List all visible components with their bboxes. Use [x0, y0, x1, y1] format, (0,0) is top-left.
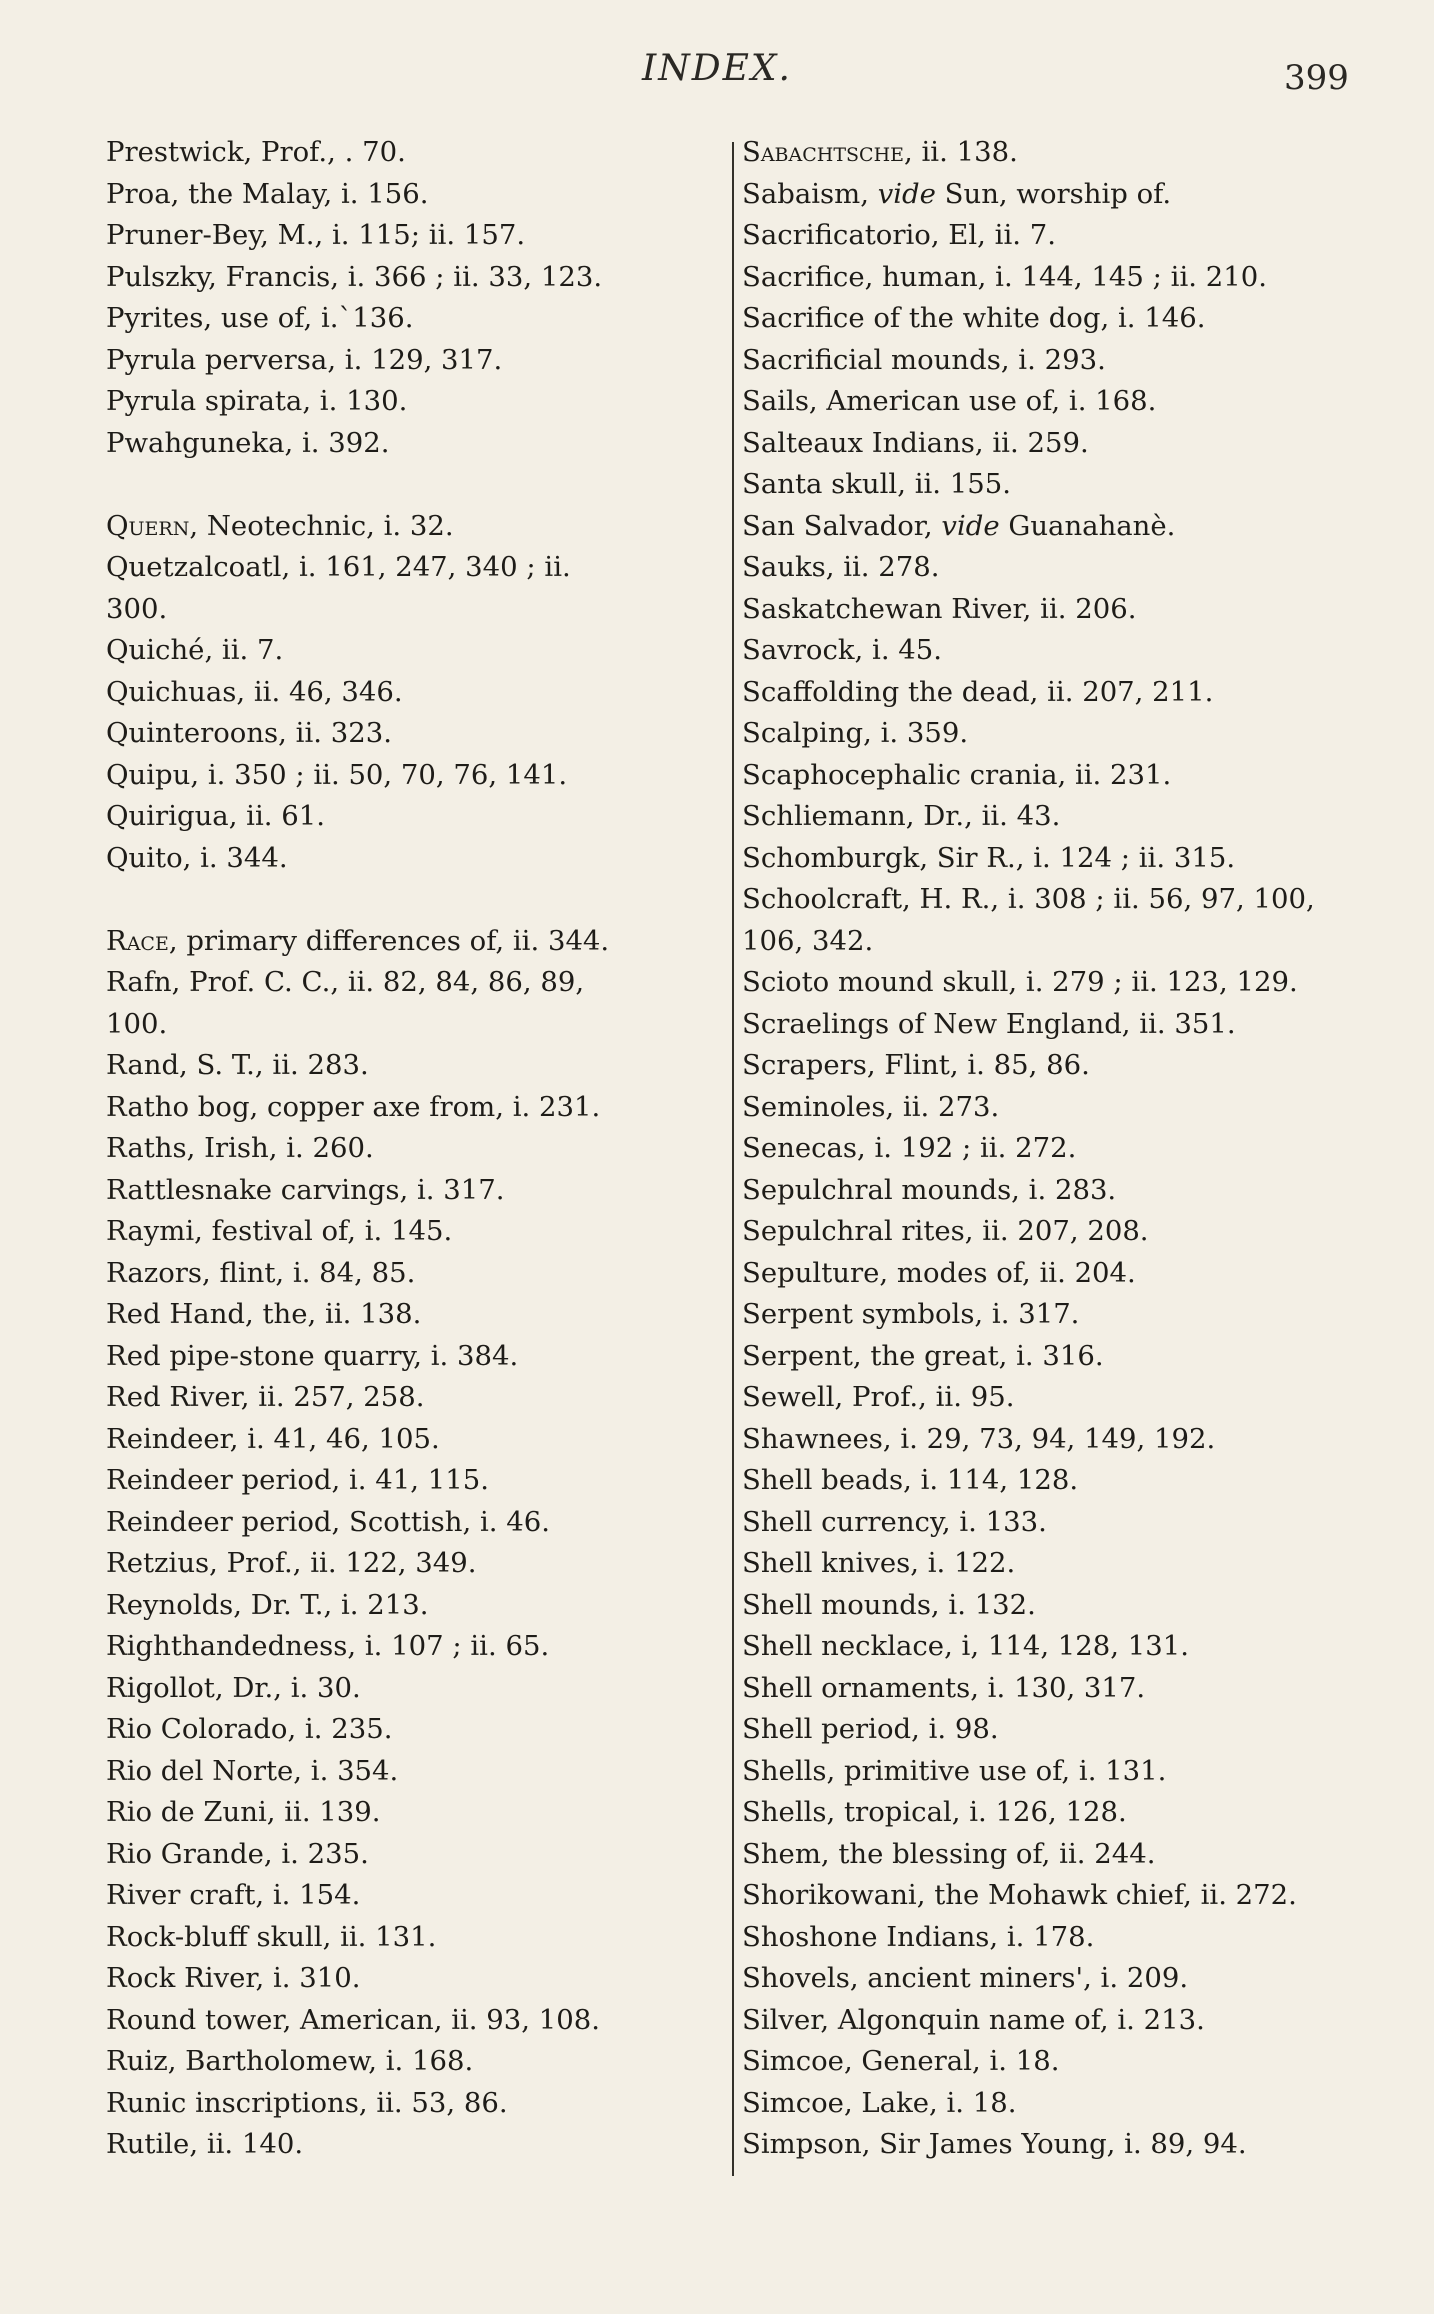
index-entry [106, 1336, 722, 1378]
index-entry [742, 1543, 1362, 1585]
entry-text: Red Hand, the, ii. 138. [106, 1298, 422, 1330]
entry-text: Scaphocephalic crania, ii. 231. [742, 758, 1172, 791]
entry-text: Quirigua, ii. 61. [106, 800, 325, 832]
index-entry [742, 1294, 1362, 1336]
entry-text: Simcoe, Lake, i. 18. [742, 2086, 1017, 2119]
index-entry [106, 547, 722, 630]
entry-text: Schomburgk, Sir R., i. 124 ; ii. 315. [742, 841, 1236, 874]
entry-text: Pyrula spirata, i. 130. [106, 385, 408, 417]
index-entry [742, 2041, 1362, 2083]
section-gap [106, 879, 722, 921]
index-column-right [742, 132, 1362, 2166]
index-entry [106, 630, 722, 672]
index-entry [106, 1958, 722, 2000]
entry-text: Reindeer period, Scottish, i. 46. [106, 1505, 551, 1538]
entry-text: Salteaux Indians, ii. 259. [742, 426, 1089, 459]
index-entry [742, 2000, 1362, 2042]
entry-text: Shell ornaments, i. 130, 317. [742, 1671, 1146, 1704]
index-entry [742, 630, 1362, 672]
index-entry [106, 796, 722, 838]
entry-text: Sails, American use of, i. 168. [742, 385, 1157, 417]
entry-text: Reindeer period, i. 41, 115. [106, 1464, 489, 1496]
index-entry [106, 1834, 722, 1876]
index-entry [106, 1792, 722, 1834]
entry-text: Quito, i. 344. [106, 841, 288, 874]
index-entry [106, 1128, 722, 1170]
entry-text: Sacrificatorio, El, ii. 7. [742, 219, 1056, 251]
entry-text: Scraelings of New England, ii. 351. [742, 1007, 1236, 1040]
index-entry [742, 1460, 1362, 1502]
entry-text: ii. 138. [912, 136, 1018, 168]
index-entry [742, 1751, 1362, 1793]
entry-text: Shell knives, i. 122. [742, 1547, 1016, 1579]
index-entry [742, 1004, 1362, 1046]
entry-text: Shells, primitive use of, i. 131. [742, 1754, 1167, 1787]
entry-text: Sabaism, [742, 177, 878, 210]
entry-text: Sacrificial mounds, i. 293. [742, 343, 1106, 376]
index-entry [742, 962, 1362, 1004]
entry-tail: Sun, worship of. [935, 177, 1172, 210]
entry-text: Ratho bog, copper axe from, i. 231. [106, 1090, 601, 1123]
entry-text: Red River, ii. 257, 258. [106, 1381, 425, 1413]
entry-headword: Quern, [106, 509, 199, 542]
index-entry [742, 1875, 1362, 1917]
index-entry [106, 838, 722, 880]
entry-text: Raths, Irish, i. 260. [106, 1132, 374, 1164]
entry-text: Pruner-Bey, M., i. 115; ii. 157. [106, 219, 526, 251]
entry-text: Rutile, ii. 140. [106, 2128, 304, 2160]
entry-text: Raymi, festival of, i. 145. [106, 1215, 453, 1247]
index-entry [742, 1377, 1362, 1419]
entry-text: Sepulchral rites, ii. 207, 208. [742, 1215, 1149, 1247]
index-entry [106, 298, 722, 340]
index-entry [742, 1585, 1362, 1627]
entry-text: Rio del Norte, i. 354. [106, 1754, 399, 1787]
index-entry [106, 1045, 722, 1087]
entry-text: Rio Grande, i. 235. [106, 1837, 369, 1870]
index-entry [742, 879, 1362, 962]
entry-text: Shell mounds, i. 132. [742, 1588, 1036, 1621]
entry-text: Pyrites, use of, i.`136. [106, 302, 414, 334]
entry-text: Sacrifice, human, i. 144, 145 ; ii. 210. [742, 260, 1267, 293]
index-entry [742, 1170, 1362, 1212]
entry-text: Savrock, i. 45. [742, 634, 943, 666]
index-entry [106, 1294, 722, 1336]
entry-text: Shells, tropical, i. 126, 128. [742, 1796, 1127, 1828]
index-entry [742, 1709, 1362, 1751]
entry-text: Sewell, Prof., ii. 95. [742, 1381, 1015, 1413]
index-entry [742, 1834, 1362, 1876]
index-entry [106, 215, 722, 257]
entry-text: Shem, the blessing of, ii. 244. [742, 1837, 1156, 1870]
index-entry [106, 1460, 722, 1502]
index-entry [106, 672, 722, 714]
entry-text: Retzius, Prof., ii. 122, 349. [106, 1547, 477, 1579]
index-entry [106, 713, 722, 755]
index-entry [742, 755, 1362, 797]
index-column-left [106, 132, 722, 2166]
index-entry [106, 1585, 722, 1627]
index-entry [742, 1502, 1362, 1544]
index-entry [106, 132, 722, 174]
index-entry [742, 464, 1362, 506]
entry-italic: vide [941, 509, 1000, 542]
entry-text: Serpent, the great, i. 316. [742, 1339, 1104, 1372]
index-entry [106, 257, 722, 299]
entry-text: Schliemann, Dr., ii. 43. [742, 800, 1061, 832]
index-entry [106, 962, 722, 1045]
entry-text: Rock-bluff skull, ii. 131. [106, 1920, 437, 1953]
index-entry [742, 547, 1362, 589]
entry-text: Scalping, i. 359. [742, 717, 969, 749]
entry-headword: Sabachtsche, [742, 136, 913, 168]
index-entry [742, 796, 1362, 838]
entry-text: Shell beads, i. 114, 128. [742, 1464, 1079, 1496]
entry-tail: Guanahanè. [999, 509, 1176, 542]
index-entry [106, 2124, 722, 2166]
entry-headword: Race, [106, 924, 178, 957]
index-entry [742, 2124, 1362, 2166]
entry-text: Simpson, Sir James Young, i. 89, 94. [742, 2128, 1247, 2160]
index-entry [106, 506, 722, 548]
index-entry [742, 1958, 1362, 2000]
index-entry [742, 1917, 1362, 1959]
index-entry [106, 174, 722, 216]
entry-text: Rio de Zuni, ii. 139. [106, 1796, 381, 1828]
index-entry [742, 672, 1362, 714]
entry-text: Reynolds, Dr. T., i. 213. [106, 1588, 429, 1621]
index-entry [106, 1917, 722, 1959]
entry-text: Rock River, i. 310. [106, 1962, 361, 1994]
index-entry [742, 1045, 1362, 1087]
entry-text: Scioto mound skull, i. 279 ; ii. 123, 129. [742, 966, 1298, 998]
index-entry [106, 1502, 722, 1544]
entry-text: Quetzalcoatl, i. 161, 247, 340 ; ii. [106, 551, 571, 583]
entry-continuation: 106, 342. [742, 924, 874, 957]
index-entry [742, 1626, 1362, 1668]
entry-italic: vide [877, 177, 936, 210]
index-entry [106, 1170, 722, 1212]
index-entry [742, 1087, 1362, 1129]
entry-text: Ruiz, Bartholomew, i. 168. [106, 2045, 474, 2077]
entry-text: Sepulchral mounds, i. 283. [742, 1173, 1117, 1206]
index-entry [106, 921, 722, 963]
index-entry [742, 1211, 1362, 1253]
entry-text: Pulszky, Francis, i. 366 ; ii. 33, 123. [106, 260, 603, 293]
index-entry [742, 132, 1362, 174]
index-entry [742, 713, 1362, 755]
entry-text: Shell necklace, i, 114, 128, 131. [742, 1630, 1190, 1662]
entry-text: Shawnees, i. 29, 73, 94, 149, 192. [742, 1422, 1216, 1455]
index-entry [106, 1875, 722, 1917]
index-entry [106, 1211, 722, 1253]
index-entry [742, 215, 1362, 257]
entry-text: Pwahguneka, i. 392. [106, 426, 390, 459]
index-entry [742, 1668, 1362, 1710]
entry-text: Rattlesnake carvings, i. 317. [106, 1173, 505, 1206]
index-entry [742, 506, 1362, 548]
entry-text: River craft, i. 154. [106, 1879, 361, 1911]
entry-text: Shorikowani, the Mohawk chief, ii. 272. [742, 1879, 1297, 1911]
index-entry [742, 1419, 1362, 1461]
entry-text: Sacrifice of the white dog, i. 146. [742, 302, 1206, 334]
entry-text: Saskatchewan River, ii. 206. [742, 592, 1137, 625]
column-divider [732, 142, 734, 2176]
index-entry [742, 1128, 1362, 1170]
entry-text: Quichuas, ii. 46, 346. [106, 675, 403, 708]
index-entry [106, 381, 722, 423]
entry-text: Shovels, ancient miners', i. 209. [742, 1962, 1189, 1994]
entry-text: Quiché, ii. 7. [106, 634, 284, 666]
index-entry [742, 1253, 1362, 1295]
index-entry [106, 1087, 722, 1129]
index-entry [106, 2083, 722, 2125]
index-entry [106, 1543, 722, 1585]
entry-text: Prestwick, Prof., . 70. [106, 136, 406, 168]
entry-text: Righthandedness, i. 107 ; ii. 65. [106, 1630, 550, 1662]
index-entry [106, 423, 722, 465]
entry-continuation: 100. [106, 1007, 168, 1040]
index-entry [742, 381, 1362, 423]
index-entry [106, 1377, 722, 1419]
entry-text: Santa skull, ii. 155. [742, 468, 1011, 500]
index-entry [742, 1792, 1362, 1834]
index-entry [742, 174, 1362, 216]
index-entry [742, 257, 1362, 299]
entry-text: Rio Colorado, i. 235. [106, 1713, 393, 1745]
index-entry [106, 1253, 722, 1295]
entry-text: Seminoles, ii. 273. [742, 1090, 1000, 1123]
entry-text: Shell currency, i. 133. [742, 1505, 1047, 1538]
entry-text: Red pipe-stone quarry, i. 384. [106, 1339, 519, 1372]
entry-text: Reindeer, i. 41, 46, 105. [106, 1422, 440, 1455]
index-entry [106, 1709, 722, 1751]
index-entry [106, 1626, 722, 1668]
entry-continuation: 300. [106, 592, 168, 625]
entry-text: Schoolcraft, H. R., i. 308 ; ii. 56, 97, 100, [742, 883, 1315, 915]
index-entry [742, 2083, 1362, 2125]
entry-text: Simcoe, General, i. 18. [742, 2045, 1060, 2077]
entry-text: Rand, S. T., ii. 283. [106, 1049, 369, 1081]
entry-text: Razors, flint, i. 84, 85. [106, 1256, 416, 1289]
entry-text: Shoshone Indians, i. 178. [742, 1920, 1095, 1953]
entry-text: Senecas, i. 192 ; ii. 272. [742, 1132, 1077, 1164]
index-entry [742, 423, 1362, 465]
entry-text: Runic inscriptions, ii. 53, 86. [106, 2086, 508, 2119]
index-entry [742, 589, 1362, 631]
index-entry [106, 2000, 722, 2042]
entry-text: Quinteroons, ii. 323. [106, 717, 392, 749]
index-entry [742, 1336, 1362, 1378]
page-number: 399 [1284, 58, 1349, 98]
entry-text: Rafn, Prof. C. C., ii. 82, 84, 86, 89, [106, 966, 585, 998]
entry-text: Silver, Algonquin name of, i. 213. [742, 2003, 1205, 2036]
entry-text: Serpent symbols, i. 317. [742, 1298, 1080, 1330]
index-entry [106, 2041, 722, 2083]
index-entry [106, 1668, 722, 1710]
entry-text: Sauks, ii. 278. [742, 551, 940, 583]
running-title: INDEX. [642, 48, 792, 89]
index-entry [106, 1419, 722, 1461]
entry-text: Shell period, i. 98. [742, 1713, 999, 1745]
index-entry [106, 340, 722, 382]
entry-text: Neotechnic, i. 32. [198, 509, 454, 542]
section-gap [106, 464, 722, 506]
entry-text: Rigollot, Dr., i. 30. [106, 1671, 361, 1704]
index-entry [742, 838, 1362, 880]
entry-text: Sepulture, modes of, ii. 204. [742, 1256, 1136, 1289]
entry-text: primary differences of, ii. 344. [177, 924, 610, 957]
entry-text: Scaffolding the dead, ii. 207, 211. [742, 675, 1214, 708]
entry-text: Proa, the Malay, i. 156. [106, 177, 429, 210]
index-entry [106, 1751, 722, 1793]
entry-text: Pyrula perversa, i. 129, 317. [106, 343, 503, 376]
entry-text: Quipu, i. 350 ; ii. 50, 70, 76, 141. [106, 758, 568, 791]
index-entry [106, 755, 722, 797]
entry-text: San Salvador, [742, 509, 942, 542]
index-entry [742, 340, 1362, 382]
index-entry [742, 298, 1362, 340]
entry-text: Round tower, American, ii. 93, 108. [106, 2003, 600, 2036]
entry-text: Scrapers, Flint, i. 85, 86. [742, 1049, 1090, 1081]
